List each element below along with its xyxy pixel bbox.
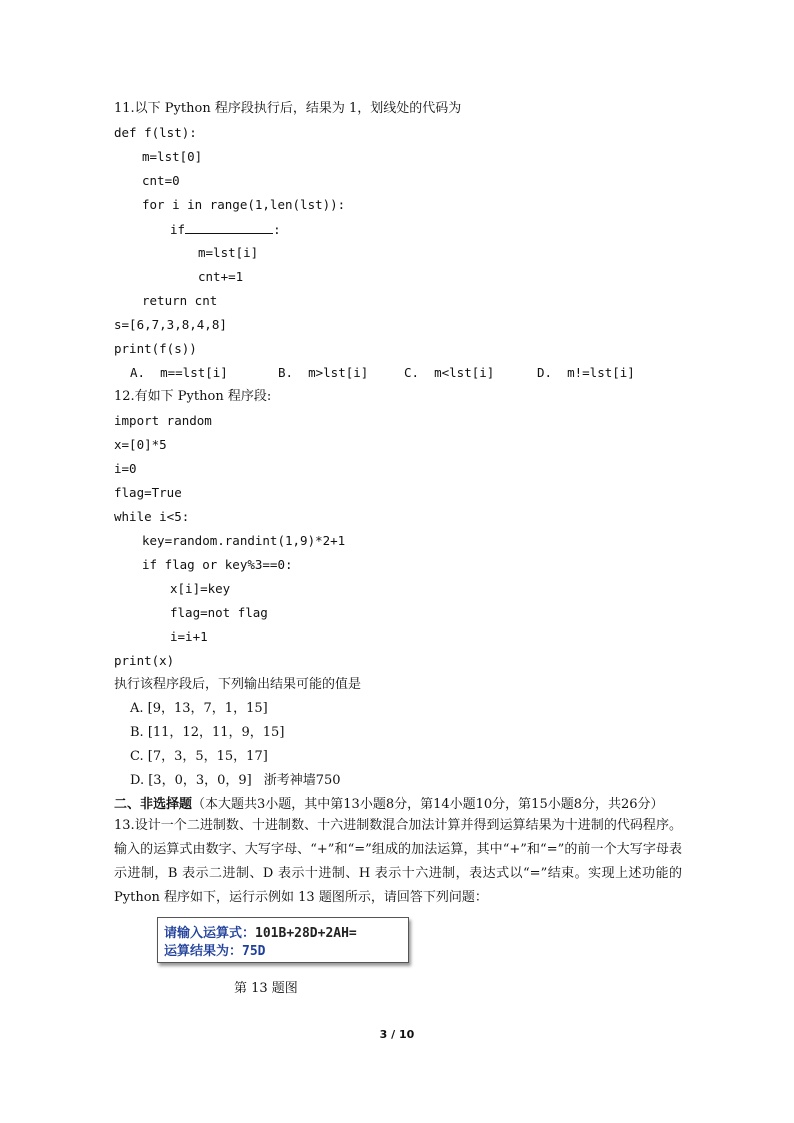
q11-option-b: B. m>lst[i] — [278, 365, 369, 380]
figure-caption: 第 13 题图 — [234, 981, 298, 996]
q11-code-line: cnt=0 — [142, 173, 180, 188]
q12-code-line: while i<5: — [114, 509, 190, 524]
q12-option-b: B. [11，12，11，9，15] — [130, 725, 285, 740]
q12-question: 执行该程序段后，下列输出结果可能的值是 — [114, 677, 362, 692]
q11-code-line-blank — [170, 220, 281, 239]
q11-option-c: C. m<lst[i] — [404, 365, 495, 380]
q12-code-line: if flag or key%3==0: — [142, 557, 293, 572]
section-note: （本大题共3小题，其中第13小题8分，第14小题10分，第15小题8分，共26分） — [192, 797, 664, 812]
q11-code-line: return cnt — [142, 293, 218, 308]
section-heading — [114, 796, 664, 814]
q11-code-line: cnt+=1 — [198, 269, 244, 284]
figure-input-value: 101B+28D+2AH= — [255, 926, 357, 941]
page-number: 3 / 10 — [379, 1028, 415, 1041]
figure-output-line — [164, 940, 266, 959]
code-colon: : — [273, 222, 281, 237]
answer-blank — [185, 220, 273, 234]
figure-input-label: 请输入运算式： — [164, 926, 256, 941]
q11-code-line: print(f(s)) — [114, 341, 197, 356]
q12-option-c: C. [7，3，5，15，17] — [130, 749, 268, 764]
q12-code-line: key=random.randint(1,9)*2+1 — [142, 533, 346, 548]
q11-stem: 11.以下 Python 程序段执行后，结果为 1，划线处的代码为 — [114, 101, 462, 116]
q11-code-line: for i in range(1,len(lst)): — [142, 197, 346, 212]
q12-code-line: import random — [114, 413, 212, 428]
q11-code-line: m=lst[i] — [198, 245, 259, 260]
q11-code-line: s=[6,7,3,8,4,8] — [114, 317, 227, 332]
q12-code-line: flag=True — [114, 485, 182, 500]
q12-option-d: D. [3，0，3，0，9] — [130, 773, 252, 788]
q12-code-line: x=[0]*5 — [114, 437, 167, 452]
q13-figure — [157, 917, 409, 963]
figure-output-label: 运算结果为： — [164, 944, 243, 959]
code-if-keyword: if — [170, 222, 186, 237]
q12-code-line: flag=not flag — [170, 605, 268, 620]
watermark-text: 浙考神墙750 — [263, 773, 341, 788]
q11-code-line: m=lst[0] — [142, 149, 203, 164]
q13-text: 13.设计一个二进制数、十进制数、十六进制数混合加法计算并得到运算结果为十进制的代码程序。输入的运算式由数字、大写字母、“+”和“=”组成的加法运算，其中“+”和“=”的前一个大写字母表示进制，B 表示二进制、D 表示十进制、H 表示十六进制，表达式以“=”结束。实现上述功能的 Python 程序如下，运行示例如 13 题图所示，请回答下列问题： — [114, 818, 682, 905]
q12-stem: 12.有如下 Python 程序段: — [114, 389, 272, 404]
figure-input-line — [164, 922, 357, 941]
q12-code-line: i=0 — [114, 461, 137, 476]
section-title: 二、非选择题 — [114, 797, 193, 812]
q11-option-d: D. m!=lst[i] — [537, 365, 635, 380]
q11-code-line: def f(lst): — [114, 125, 197, 140]
q12-code-line: x[i]=key — [170, 581, 231, 596]
q12-option-d-row — [130, 772, 341, 790]
q12-option-a: A. [9，13，7，1，15] — [130, 701, 268, 716]
figure-output-value: 75D — [242, 944, 266, 959]
q12-code-line: i=i+1 — [170, 629, 208, 644]
q12-code-line: print(x) — [114, 653, 175, 668]
q11-option-a: A. m==lst[i] — [130, 365, 228, 380]
